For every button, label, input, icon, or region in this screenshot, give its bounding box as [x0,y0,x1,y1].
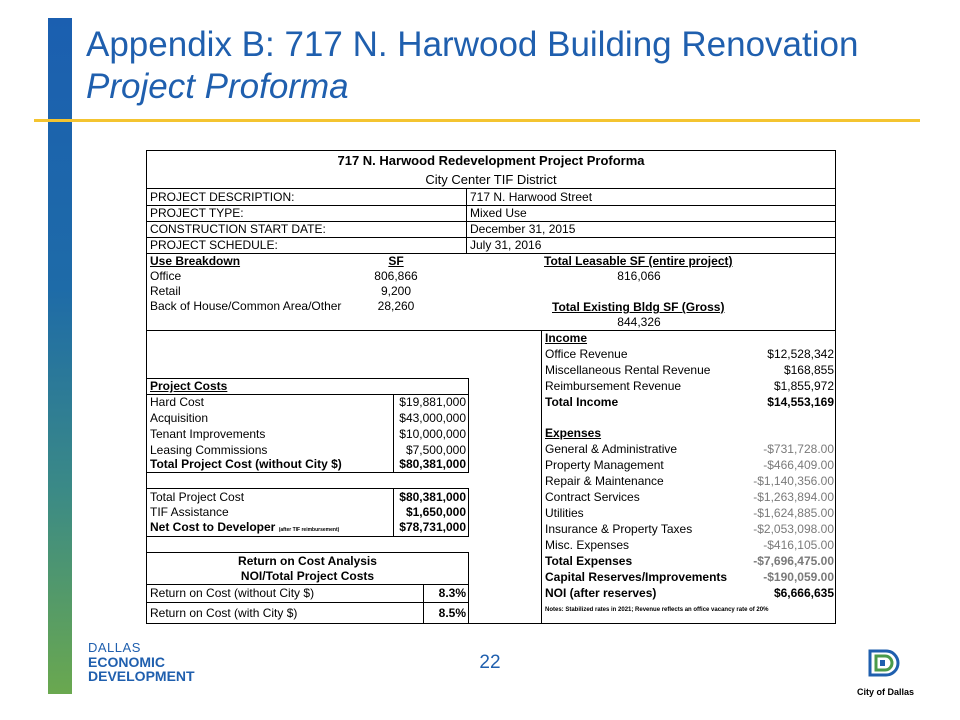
expense-note: Notes: Stabilized rates in 2021; Revenue reflects an office vacancy rate of 20% [545,607,769,613]
cost-value: $43,000,000 [399,411,466,425]
leasable-sf-value: 816,066 [617,269,661,283]
proforma-subheading: City Center TIF District [425,172,557,187]
use-value-retail: 9,200 [380,284,412,298]
cost-label: Acquisition [150,411,209,425]
cost-value: $7,500,000 [405,443,466,457]
total-income-label: Total Income [545,395,619,409]
net-cost-value: $1,650,000 [405,505,466,519]
income-value: $168,855 [783,363,834,377]
info-label-schedule: PROJECT SCHEDULE: [150,238,278,252]
use-label-common: Back of House/Common Area/Other [150,299,342,313]
info-value-type: Mixed Use [470,206,527,220]
net-developer-label [150,520,339,538]
total-cost-value: $80,381,000 [399,457,466,471]
city-of-dallas-logo-icon [866,648,906,678]
income-value: $1,855,972 [773,379,834,393]
expense-value: -$466,409.00 [763,458,834,472]
income-value: $12,528,342 [767,347,834,361]
roc-value: 8.5% [438,606,466,620]
divider [146,188,836,189]
page-number: 22 [479,652,501,673]
roc-subtitle: NOI/Total Project Costs [240,569,375,583]
cost-label: Leasing Commissions [150,443,268,457]
use-value-common: 28,260 [377,299,415,313]
divider [146,602,469,603]
info-value-description: 717 N. Harwood Street [470,190,593,204]
leasable-sf-label: Total Leasable SF (entire project) [544,254,733,268]
expense-value: -$2,053,098.00 [753,522,834,536]
expense-value: -$731,728.00 [763,442,834,456]
expense-value: -$1,140,356.00 [753,474,834,488]
expense-label: Insurance & Property Taxes [545,522,693,536]
reserves-value: -$190,059.00 [763,570,834,584]
roc-label: Return on Cost (without City $) [150,586,315,600]
total-cost-label: Total Project Cost (without City $) [150,457,342,471]
info-value-schedule: July 31, 2016 [470,238,542,252]
existing-sf-value: 844,326 [617,315,661,329]
income-label: Reimbursement Revenue [545,379,682,393]
project-costs-header: Project Costs [150,379,228,393]
use-label-retail: Retail [150,284,181,298]
info-label-description: PROJECT DESCRIPTION: [150,190,295,204]
net-developer-note: (after TIF reimbursement) [278,527,340,533]
income-label: Miscellaneous Rental Revenue [545,363,711,377]
roc-title: Return on Cost Analysis [238,554,377,568]
city-of-dallas-label: City of Dallas [857,687,915,697]
total-expenses-value: -$7,696,475.00 [753,554,834,568]
noi-value: $6,666,635 [773,586,834,600]
logo-line-3: DEVELOPMENT [88,668,195,684]
net-column-divider [393,488,394,537]
net-developer-label-text: Net Cost to Developer [150,520,276,534]
expenses-header: Expenses [545,426,602,440]
expense-label: General & Administrative [545,442,678,456]
noi-label: NOI (after reserves) [545,586,657,600]
info-value-start-date: December 31, 2015 [470,222,576,236]
net-cost-label: TIF Assistance [150,505,229,519]
income-label: Office Revenue [545,347,628,361]
cost-value: $19,881,000 [399,395,466,409]
expense-label: Contract Services [545,490,640,504]
existing-sf-label: Total Existing Bldg SF (Gross) [552,300,725,314]
info-label-type: PROJECT TYPE: [150,206,244,220]
cost-column-divider [393,394,394,473]
cost-value: $10,000,000 [399,427,466,441]
slide-title [86,24,946,108]
total-income-value: $14,553,169 [767,395,834,409]
income-header: Income [545,331,588,345]
roc-label: Return on Cost (with City $) [150,606,298,620]
divider [146,330,541,331]
cost-label: Tenant Improvements [150,427,266,441]
info-label-start-date: CONSTRUCTION START DATE: [150,222,326,236]
expense-value: -$416,105.00 [763,538,834,552]
net-cost-value: $80,381,000 [399,490,466,504]
use-value-office: 806,866 [374,269,418,283]
total-expenses-label: Total Expenses [545,554,633,568]
logo-line-2: ECONOMIC [88,654,165,670]
info-column-divider [466,188,467,253]
logo-line-1: DALLAS [88,640,141,655]
proforma-table [146,150,836,624]
expense-label: Property Management [545,458,664,472]
slide-title-main: Appendix B: 717 N. Harwood Building Renovation [86,25,859,64]
net-developer-value: $78,731,000 [399,520,466,534]
use-breakdown-sf-header: SF [388,254,404,268]
expense-label: Repair & Maintenance [545,474,664,488]
cost-label: Hard Cost [150,395,205,409]
expense-label: Misc. Expenses [545,538,630,552]
title-underline-rule [34,119,920,122]
dallas-economic-development-logo [88,641,195,683]
roc-value: 8.3% [438,586,466,600]
reserves-label: Capital Reserves/Improvements [545,570,728,584]
divider [146,584,469,585]
expense-label: Utilities [545,506,584,520]
divider [146,253,836,254]
roc-column-divider [423,584,424,624]
net-cost-label: Total Project Cost [150,490,245,504]
proforma-heading: 717 N. Harwood Redevelopment Project Proforma [337,153,645,168]
slide-title-italic: Project Proforma [86,67,349,106]
use-breakdown-header: Use Breakdown [150,254,241,268]
use-label-office: Office [150,269,182,283]
expense-value: -$1,263,894.00 [753,490,834,504]
expense-value: -$1,624,885.00 [753,506,834,520]
